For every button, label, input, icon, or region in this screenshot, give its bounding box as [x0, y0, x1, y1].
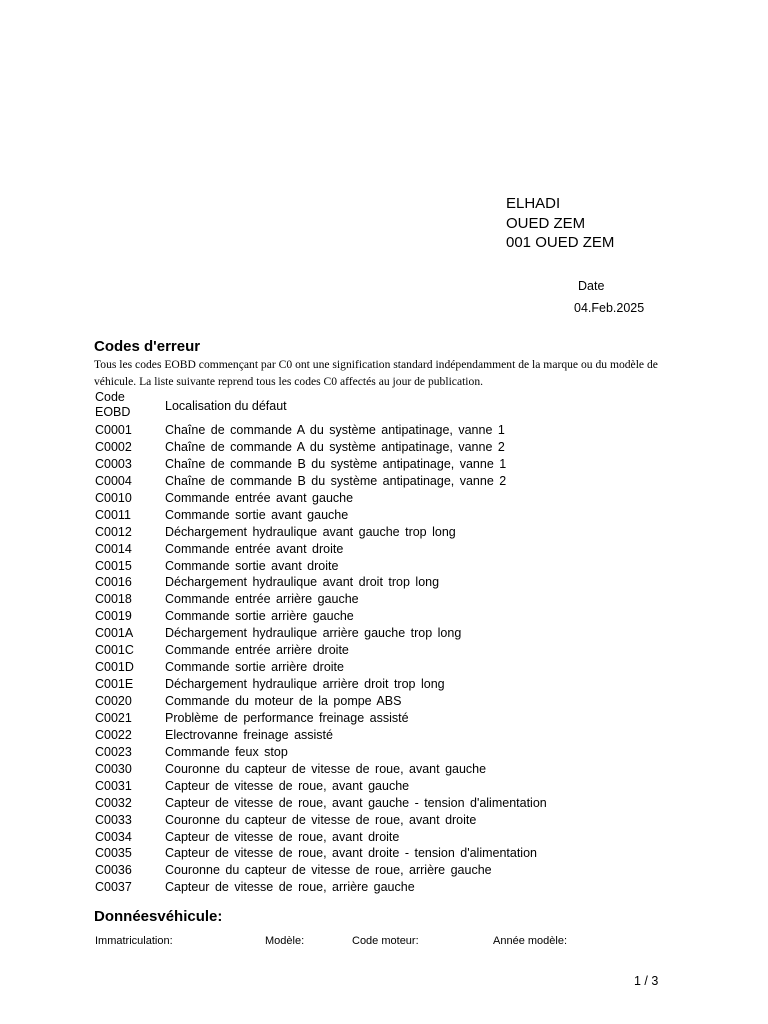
error-code: C0036	[95, 863, 132, 878]
error-code: C0012	[95, 524, 132, 539]
model-year-label: Année modèle:	[493, 935, 567, 947]
error-code: C0037	[95, 880, 132, 895]
error-description: Déchargement hydraulique arrière gauche trop long	[165, 626, 462, 641]
error-code: C0011	[95, 507, 131, 522]
error-description: Capteur de vitesse de roue, arrière gauche	[165, 880, 415, 895]
registration-label: Immatriculation:	[95, 935, 173, 947]
error-code: C0030	[95, 761, 132, 776]
error-code: C0003	[95, 456, 132, 471]
error-code: C0022	[95, 727, 132, 742]
engine-code-label: Code moteur:	[352, 935, 419, 947]
error-description: Capteur de vitesse de roue, avant droite	[165, 829, 400, 844]
header-code: Code EOBD	[95, 390, 131, 419]
error-description: Commande feux stop	[165, 744, 288, 759]
model-label: Modèle:	[265, 935, 305, 947]
error-description: Déchargement hydraulique avant droit trop long	[165, 575, 440, 590]
error-code: C0033	[95, 812, 132, 827]
error-description: Commande sortie arrière droite	[165, 660, 344, 675]
error-code: C0002	[95, 439, 132, 454]
date-value: 04.Feb.2025	[574, 301, 645, 315]
error-description: Commande entrée avant droite	[165, 541, 344, 556]
error-description: Problème de performance freinage assisté	[165, 710, 409, 725]
error-description: Commande sortie avant gauche	[165, 507, 349, 522]
error-description: Déchargement hydraulique arrière droit trop long	[165, 677, 445, 692]
error-description: Couronne du capteur de vitesse de roue, avant gauche	[165, 761, 487, 776]
error-description: Commande du moteur de la pompe ABS	[165, 694, 402, 708]
error-description: Déchargement hydraulique avant gauche trop long	[165, 524, 456, 539]
error-code: C0010	[95, 490, 132, 505]
error-description: Commande entrée avant gauche	[165, 490, 354, 505]
header-location: Localisation du défaut	[165, 399, 287, 413]
error-description: Commande entrée arrière gauche	[165, 592, 359, 607]
error-code: C0034	[95, 829, 132, 844]
error-description: Commande entrée arrière droite	[165, 643, 349, 658]
error-code: C001D	[95, 660, 134, 675]
address-line-3: 001 OUED ZEM	[506, 234, 615, 251]
error-code: C0015	[95, 558, 132, 573]
page-number: 1 / 3	[634, 974, 659, 988]
address-line-2: OUED ZEM	[506, 214, 586, 232]
error-code: C001A	[95, 626, 134, 641]
error-code: C0004	[95, 473, 132, 488]
error-description: Capteur de vitesse de roue, avant gauche - tension d'alimentation	[165, 795, 547, 810]
error-description: Commande sortie avant droite	[165, 558, 339, 573]
error-code: C0032	[95, 795, 132, 810]
recipient-address	[506, 194, 614, 253]
error-code: C0020	[95, 694, 132, 708]
address-line-1: ELHADI	[506, 195, 561, 212]
error-description: Commande sortie arrière gauche	[165, 609, 354, 624]
error-description: Couronne du capteur de vitesse de roue, avant droite	[165, 812, 477, 827]
vehicle-section-title: Donnéesvéhicule:	[94, 908, 223, 925]
error-code: C0018	[95, 592, 132, 607]
error-code: C0023	[95, 744, 132, 759]
error-code: C0021	[95, 710, 132, 725]
error-description: Capteur de vitesse de roue, avant gauche	[165, 778, 410, 793]
error-code: C0035	[95, 846, 132, 861]
error-description: Capteur de vitesse de roue, avant droite - tension d'alimentation	[165, 846, 537, 861]
date-label: Date	[578, 279, 605, 293]
error-code: C0019	[95, 609, 132, 624]
error-description: Chaîne de commande A du système antipatinage, vanne 1	[165, 423, 505, 437]
error-description: Chaîne de commande A du système antipatinage, vanne 2	[165, 439, 505, 454]
error-code: C0016	[95, 575, 132, 590]
error-code: C0014	[95, 541, 132, 556]
error-code: C001E	[95, 677, 134, 692]
error-code: C0031	[95, 778, 132, 793]
error-description: Couronne du capteur de vitesse de roue, arrière gauche	[165, 863, 492, 878]
codes-intro-paragraph: Tous les codes EOBD commençant par C0 ont une signification standard indépendamment de la marque ou du modèle de véhicule. La liste suivante reprend tous les codes C0 affectés au jour de publication.	[94, 358, 658, 388]
codes-section-title: Codes d'erreur	[94, 338, 201, 355]
error-description: Chaîne de commande B du système antipatinage, vanne 2	[165, 473, 507, 488]
error-code: C0001	[95, 423, 132, 437]
error-code: C001C	[95, 643, 134, 658]
error-description: Electrovanne freinage assisté	[165, 727, 333, 742]
error-description: Chaîne de commande B du système antipatinage, vanne 1	[165, 456, 507, 471]
